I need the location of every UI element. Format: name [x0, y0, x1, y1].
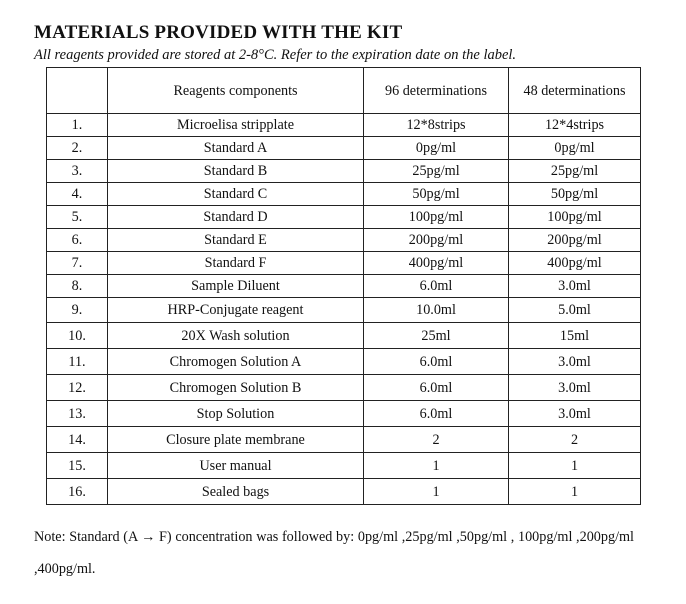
quantity-48: 3.0ml [509, 375, 641, 401]
row-number: 15. [47, 453, 108, 479]
storage-subtitle: All reagents provided are stored at 2-8°C. Refer to the expiration date on the label. [34, 47, 517, 63]
quantity-96: 25ml [364, 323, 509, 349]
reagent-name: Chromogen Solution A [108, 349, 364, 375]
quantity-48: 15ml [509, 323, 641, 349]
quantity-48: 100pg/ml [509, 206, 641, 229]
quantity-48: 1 [509, 479, 641, 505]
table-row [47, 183, 641, 206]
quantity-96: 10.0ml [364, 298, 509, 323]
quantity-96: 200pg/ml [364, 229, 509, 252]
row-number: 8. [47, 275, 108, 298]
quantity-48: 12*4strips [509, 114, 641, 137]
quantity-96: 6.0ml [364, 275, 509, 298]
header-48-determinations: 48 determinations [509, 68, 641, 114]
quantity-48: 3.0ml [509, 349, 641, 375]
section-title: MATERIALS PROVIDED WITH THE KIT [34, 22, 403, 43]
quantity-96: 2 [364, 427, 509, 453]
quantity-48: 0pg/ml [509, 137, 641, 160]
quantity-48: 50pg/ml [509, 183, 641, 206]
reagent-name: Standard B [108, 160, 364, 183]
header-reagents: Reagents components [108, 68, 364, 114]
quantity-96: 1 [364, 453, 509, 479]
row-number: 12. [47, 375, 108, 401]
quantity-96: 6.0ml [364, 401, 509, 427]
row-number: 3. [47, 160, 108, 183]
quantity-48: 1 [509, 453, 641, 479]
table-row [47, 401, 641, 427]
table-row [47, 275, 641, 298]
reagent-name: Stop Solution [108, 401, 364, 427]
concentration-note: Note: Standard (A → F) concentration was followed by: 0pg/ml ,25pg/ml ,50pg/ml , 100pg/ml ,200pg/ml ,400pg/ml. [34, 529, 634, 577]
table-row [47, 137, 641, 160]
table-header-row [47, 68, 641, 114]
reagent-name: Sample Diluent [108, 275, 364, 298]
table-row [47, 252, 641, 275]
reagent-name: Sealed bags [108, 479, 364, 505]
row-number: 16. [47, 479, 108, 505]
table-row [47, 114, 641, 137]
table-row [47, 375, 641, 401]
table-row [47, 453, 641, 479]
quantity-96: 50pg/ml [364, 183, 509, 206]
reagent-name: Standard D [108, 206, 364, 229]
row-number: 14. [47, 427, 108, 453]
header-96-determinations: 96 determinations [364, 68, 509, 114]
row-number: 1. [47, 114, 108, 137]
row-number: 9. [47, 298, 108, 323]
quantity-48: 2 [509, 427, 641, 453]
reagent-name: HRP-Conjugate reagent [108, 298, 364, 323]
table-row [47, 427, 641, 453]
reagent-name: Standard A [108, 137, 364, 160]
row-number: 2. [47, 137, 108, 160]
header-number [47, 68, 108, 114]
quantity-48: 5.0ml [509, 298, 641, 323]
quantity-96: 6.0ml [364, 349, 509, 375]
reagent-name: User manual [108, 453, 364, 479]
quantity-48: 25pg/ml [509, 160, 641, 183]
reagent-name: Standard C [108, 183, 364, 206]
quantity-48: 3.0ml [509, 401, 641, 427]
row-number: 10. [47, 323, 108, 349]
reagent-name: Standard E [108, 229, 364, 252]
table-row [47, 160, 641, 183]
reagent-name: Standard F [108, 252, 364, 275]
table-row [47, 206, 641, 229]
quantity-48: 400pg/ml [509, 252, 641, 275]
kit-components-table [46, 67, 641, 505]
quantity-96: 6.0ml [364, 375, 509, 401]
quantity-96: 1 [364, 479, 509, 505]
reagent-name: Microelisa stripplate [108, 114, 364, 137]
table-row [47, 349, 641, 375]
table-row [47, 298, 641, 323]
row-number: 5. [47, 206, 108, 229]
quantity-96: 0pg/ml [364, 137, 509, 160]
table-row [47, 323, 641, 349]
quantity-96: 400pg/ml [364, 252, 509, 275]
reagent-name: Chromogen Solution B [108, 375, 364, 401]
quantity-96: 100pg/ml [364, 206, 509, 229]
row-number: 13. [47, 401, 108, 427]
table-row [47, 479, 641, 505]
quantity-96: 12*8strips [364, 114, 509, 137]
reagent-name: 20X Wash solution [108, 323, 364, 349]
quantity-48: 3.0ml [509, 275, 641, 298]
quantity-96: 25pg/ml [364, 160, 509, 183]
row-number: 4. [47, 183, 108, 206]
reagent-name: Closure plate membrane [108, 427, 364, 453]
table-row [47, 229, 641, 252]
row-number: 6. [47, 229, 108, 252]
row-number: 11. [47, 349, 108, 375]
row-number: 7. [47, 252, 108, 275]
quantity-48: 200pg/ml [509, 229, 641, 252]
